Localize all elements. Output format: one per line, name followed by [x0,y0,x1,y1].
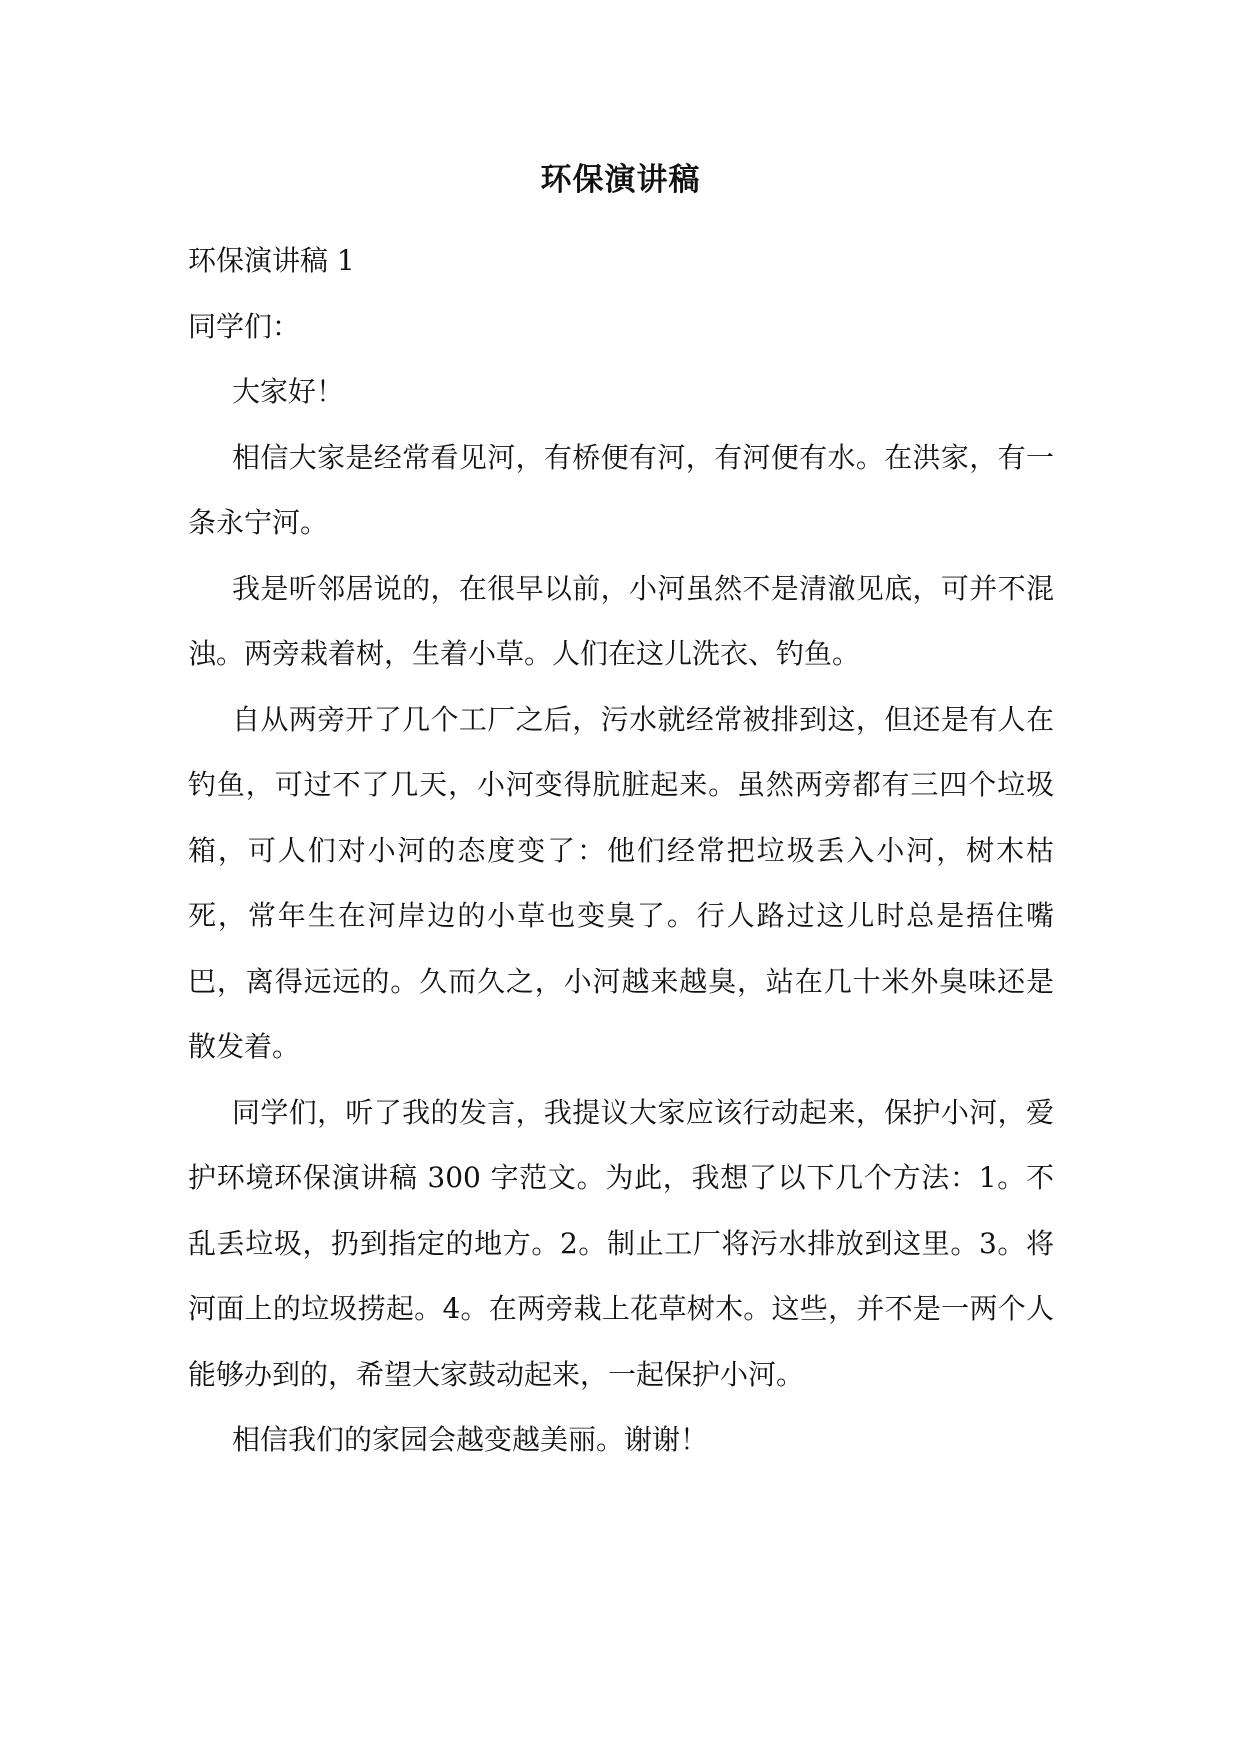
paragraph-closing: 相信我们的家园会越变越美丽。谢谢！ [232,1423,709,1456]
document-body [188,228,1054,1473]
document-title: 环保演讲稿 [540,162,701,198]
paragraph-river-past: 我是听邻居说的，在很早以前，小河虽然不是清澈见底，可并不混浊。两旁栽着树，生着小草。人们在这儿洗衣、钓鱼。 [188,571,1054,670]
paragraph-river-intro: 相信大家是经常看见河，有桥便有河，有河便有水。在洪家，有一条永宁河。 [188,440,1054,539]
paragraph-river-pollution: 自从两旁开了几个工厂之后，污水就经常被排到这，但还是有人在钓鱼，可过不了几天，小河变得肮脏起来。虽然两旁都有三四个垃圾箱，可人们对小河的态度变了：他们经常把垃圾丢入小河，树木枯死，常年生在河岸边的小草也变臭了。行人路过这儿时总是捂住嘴巴，离得远远的。久而久之，小河越来越臭，站在几十米外臭味还是散发着。 [188,702,1054,1063]
salutation: 同学们： [188,309,301,343]
paragraph-greeting: 大家好！ [232,375,345,408]
subtitle: 环保演讲稿 1 [188,244,355,277]
paragraph-proposal: 同学们，听了我的发言，我提议大家应该行动起来，保护小河，爱护环境环保演讲稿 300 字范文。为此，我想了以下几个方法：1。不乱丢垃圾，扔到指定的地方。2。制止工厂将污水排放到这里。3。将河面上的垃圾捞起。4。在两旁栽上花草树木。这些，并不是一两个人能够办到的，希望大家鼓动起来，一起保护小河。 [188,1095,1054,1391]
